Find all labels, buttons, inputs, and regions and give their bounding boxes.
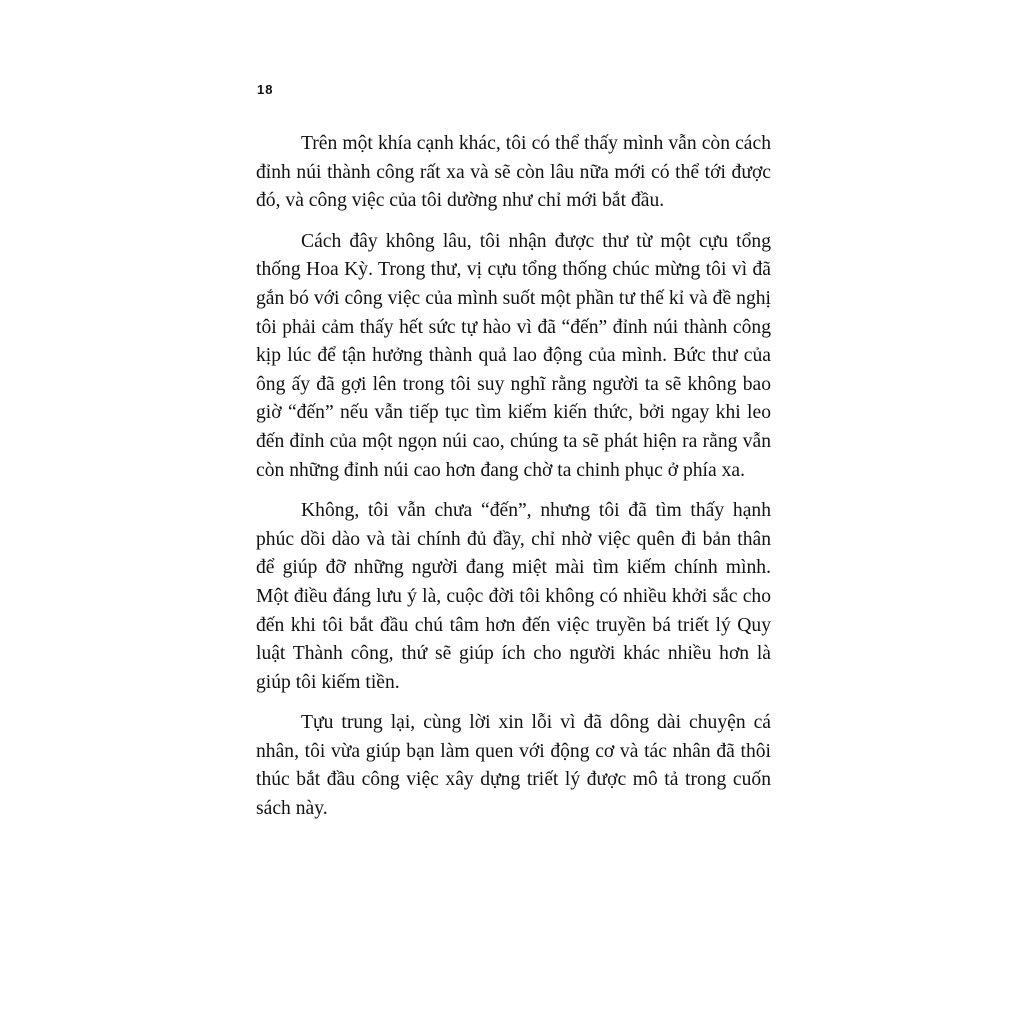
- page-number: 18: [257, 82, 274, 97]
- paragraph-2: Cách đây không lâu, tôi nhận được thư từ một cựu tổng thống Hoa Kỳ. Trong thư, vị cựu tổng thống chúc mừng tôi vì đã gắn bó với công việc của mình suốt một phần tư thế kỉ và đề nghị tôi phải cảm thấy hết sức tự hào vì đã “đến” đỉnh núi thành công kịp lúc để tận hưởng thành quả lao động của mình. Bức thư của ông ấy đã gợi lên trong tôi suy nghĩ rằng người ta sẽ không bao giờ “đến” nếu vẫn tiếp tục tìm kiếm kiến thức, bởi ngay khi leo đến đỉnh của một ngọn núi cao, chúng ta sẽ phát hiện ra rằng vẫn còn những đỉnh núi cao hơn đang chờ ta chinh phục ở phía xa.: [256, 230, 771, 481]
- paragraph-3: Không, tôi vẫn chưa “đến”, nhưng tôi đã tìm thấy hạnh phúc dồi dào và tài chính đủ đầy, chỉ nhờ việc quên đi bản thân để giúp đỡ những người đang miệt mài tìm kiếm chính mình. Một điều đáng lưu ý là, cuộc đời tôi không có nhiều khởi sắc cho đến khi tôi bắt đầu chú tâm hơn đến việc truyền bá triết lý Quy luật Thành công, thứ sẽ giúp ích cho người khác nhiều hơn là giúp tôi kiếm tiền.: [256, 500, 771, 693]
- paragraph-1: Trên một khía cạnh khác, tôi có thể thấy mình vẫn còn cách đỉnh núi thành công rất xa và sẽ còn lâu nữa mới có thể tới được đó, và công việc của tôi dường như chỉ mới bắt đầu.: [256, 133, 771, 212]
- body-text: [256, 130, 771, 824]
- paragraph-4: Tựu trung lại, cùng lời xin lỗi vì đã dông dài chuyện cá nhân, tôi vừa giúp bạn làm quen với động cơ và tác nhân đã thôi thúc bắt đầu công việc xây dựng triết lý được mô tả trong cuốn sách này.: [256, 712, 771, 820]
